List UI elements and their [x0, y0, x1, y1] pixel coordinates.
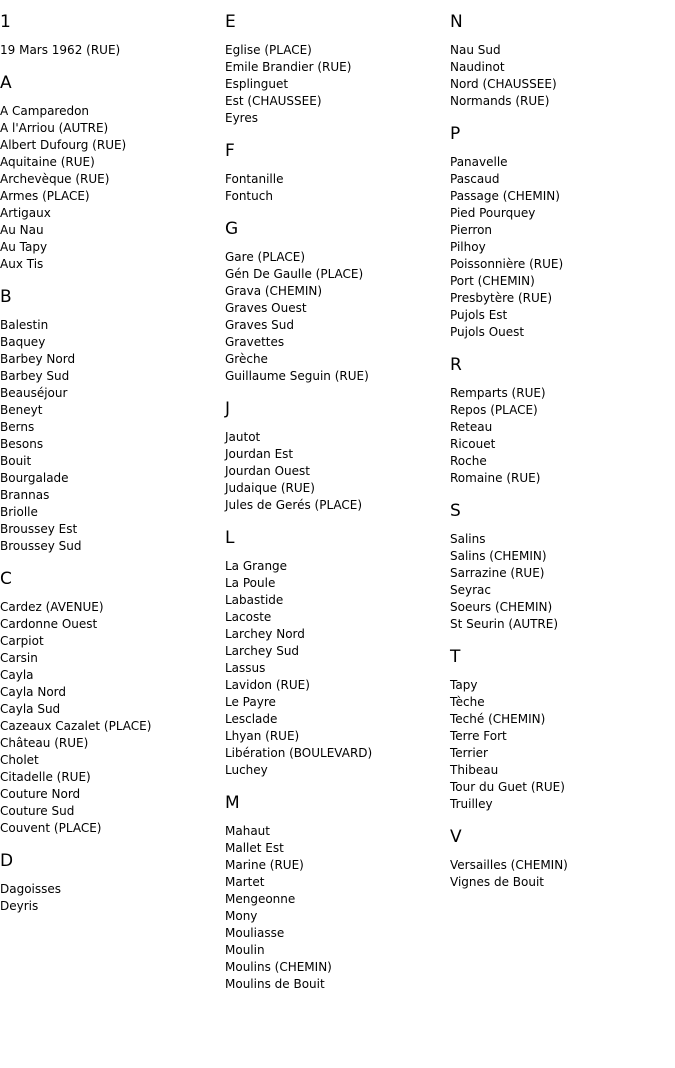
street-name: Ricouet — [450, 437, 496, 451]
street-list — [0, 42, 225, 59]
street-name: Barbey Sud — [0, 369, 70, 383]
street-name: Versailles (CHEMIN) — [450, 858, 568, 872]
street-name: Château (RUE) — [0, 736, 89, 750]
street-name: Couture Sud — [0, 804, 75, 818]
section-letter-heading: M — [225, 793, 240, 813]
street-name: Jourdan Ouest — [225, 464, 310, 478]
street-name: Judaique (RUE) — [225, 481, 315, 495]
letter-section — [0, 851, 225, 915]
street-name: Nord (CHAUSSEE) — [450, 77, 557, 91]
section-letter-heading: P — [450, 124, 461, 144]
street-name: Tapy — [450, 678, 478, 692]
street-name: Sarrazine (RUE) — [450, 566, 545, 580]
street-name: Beneyt — [0, 403, 43, 417]
street-name: Labastide — [225, 593, 284, 607]
street-name: Le Payre — [225, 695, 276, 709]
street-name: Fontanille — [225, 172, 284, 186]
letter-section — [450, 355, 675, 487]
street-name: Panavelle — [450, 155, 508, 169]
street-name: Moulins de Bouit — [225, 977, 325, 991]
street-name: Normands (RUE) — [450, 94, 550, 108]
street-name: Broussey Est — [0, 522, 78, 536]
street-name: Mouliasse — [225, 926, 285, 940]
street-name: Brannas — [0, 488, 50, 502]
section-letter-heading: J — [225, 399, 231, 419]
street-name: La Grange — [225, 559, 288, 573]
street-index-column — [225, 0, 450, 1007]
street-name: Pilhoy — [450, 240, 486, 254]
street-name: Beauséjour — [0, 386, 68, 400]
street-name: Pierron — [450, 223, 493, 237]
street-name: Moulin — [225, 943, 265, 957]
street-name: Lesclade — [225, 712, 278, 726]
letter-section — [450, 827, 675, 891]
street-name: Gravettes — [225, 335, 285, 349]
letter-section — [0, 73, 225, 273]
street-name: Besons — [0, 437, 44, 451]
section-letter-heading: N — [450, 12, 463, 32]
street-name: A l'Arriou (AUTRE) — [0, 121, 109, 135]
street-name: Repos (PLACE) — [450, 403, 538, 417]
street-name: Pied Pourquey — [450, 206, 536, 220]
letter-section — [0, 569, 225, 837]
street-name: Soeurs (CHEMIN) — [450, 600, 553, 614]
street-name: Eyres — [225, 111, 258, 125]
section-letter-heading: C — [0, 569, 12, 589]
street-name: Au Tapy — [0, 240, 48, 254]
street-name: Couvent (PLACE) — [0, 821, 102, 835]
street-name: Martet — [225, 875, 265, 889]
street-name: Grava (CHEMIN) — [225, 284, 323, 298]
street-name: Cayla Sud — [0, 702, 61, 716]
street-name: Baquey — [0, 335, 46, 349]
street-name: Libération (BOULEVARD) — [225, 746, 373, 760]
street-name: La Poule — [225, 576, 276, 590]
street-name: Pujols Est — [450, 308, 508, 322]
street-name: Pujols Ouest — [450, 325, 525, 339]
street-list — [225, 171, 450, 205]
street-name: Mengeonne — [225, 892, 296, 906]
street-name: Cholet — [0, 753, 39, 767]
section-letter-heading: D — [0, 851, 14, 871]
section-letter-heading: B — [0, 287, 12, 307]
section-letter-heading: R — [450, 355, 462, 375]
street-name: Lacoste — [225, 610, 272, 624]
street-list — [0, 599, 225, 837]
street-name: Broussey Sud — [0, 539, 82, 553]
street-list — [450, 857, 675, 891]
street-name: Aquitaine (RUE) — [0, 155, 95, 169]
street-name: Marine (RUE) — [225, 858, 304, 872]
street-name: Lhyan (RUE) — [225, 729, 300, 743]
street-list — [450, 42, 675, 110]
street-name: Deyris — [0, 899, 39, 913]
street-name: Passage (CHEMIN) — [450, 189, 560, 203]
section-letter-heading: E — [225, 12, 236, 32]
street-name: Cardonne Ouest — [0, 617, 98, 631]
street-name: Jourdan Est — [225, 447, 294, 461]
street-name: Truilley — [450, 797, 493, 811]
section-letter-heading: S — [450, 501, 461, 521]
street-name: Emile Brandier (RUE) — [225, 60, 352, 74]
street-name: A Camparedon — [0, 104, 90, 118]
street-name: Briolle — [0, 505, 38, 519]
street-name: St Seurin (AUTRE) — [450, 617, 559, 631]
street-name: Balestin — [0, 318, 49, 332]
street-name: Presbytère (RUE) — [450, 291, 553, 305]
section-letter-heading: V — [450, 827, 462, 847]
letter-section — [225, 528, 450, 779]
street-name: Guillaume Seguin (RUE) — [225, 369, 369, 383]
street-name: Mony — [225, 909, 258, 923]
street-name: Dagoisses — [0, 882, 62, 896]
street-name: Couture Nord — [0, 787, 81, 801]
street-name: Terrier — [450, 746, 488, 760]
street-list — [225, 42, 450, 127]
street-name: Gare (PLACE) — [225, 250, 306, 264]
street-name: Aux Tis — [0, 257, 44, 271]
street-name: Jules de Gerés (PLACE) — [225, 498, 363, 512]
street-name: Graves Sud — [225, 318, 294, 332]
street-list — [0, 103, 225, 273]
street-list — [450, 531, 675, 633]
street-name: Gén De Gaulle (PLACE) — [225, 267, 364, 281]
street-name: Tour du Guet (RUE) — [450, 780, 565, 794]
street-name: Salins (CHEMIN) — [450, 549, 547, 563]
letter-section — [450, 501, 675, 633]
street-name: Carpiot — [0, 634, 44, 648]
street-list — [225, 558, 450, 779]
letter-section — [225, 12, 450, 127]
street-name: Thibeau — [450, 763, 499, 777]
letter-section — [225, 141, 450, 205]
street-name: Mallet Est — [225, 841, 284, 855]
street-index-column — [0, 0, 225, 929]
street-name: Barbey Nord — [0, 352, 76, 366]
section-letter-heading: T — [450, 647, 461, 667]
street-name: Larchey Sud — [225, 644, 300, 658]
street-name: Esplinguet — [225, 77, 289, 91]
street-name: Cardez (AVENUE) — [0, 600, 104, 614]
street-name: Eglise (PLACE) — [225, 43, 312, 57]
street-name: Tèche — [450, 695, 485, 709]
letter-section — [0, 12, 225, 59]
street-list — [225, 823, 450, 993]
letter-section — [450, 124, 675, 341]
street-name: Teché (CHEMIN) — [450, 712, 546, 726]
street-name: Lavidon (RUE) — [225, 678, 310, 692]
street-name: Bouit — [0, 454, 32, 468]
street-name: Mahaut — [225, 824, 270, 838]
street-name: Remparts (RUE) — [450, 386, 546, 400]
street-name: Moulins (CHEMIN) — [225, 960, 332, 974]
street-name: Salins — [450, 532, 486, 546]
street-name: Grèche — [225, 352, 268, 366]
street-name: Citadelle (RUE) — [0, 770, 91, 784]
street-name: Jautot — [225, 430, 261, 444]
street-list — [225, 429, 450, 514]
street-name: Port (CHEMIN) — [450, 274, 535, 288]
letter-section — [225, 219, 450, 385]
section-letter-heading: 1 — [0, 12, 11, 32]
letter-section — [450, 647, 675, 813]
letter-section — [450, 12, 675, 110]
street-list — [0, 317, 225, 555]
street-name: Roche — [450, 454, 487, 468]
street-name: Bourgalade — [0, 471, 69, 485]
street-list — [0, 881, 225, 915]
street-name: Terre Fort — [450, 729, 507, 743]
letter-section — [225, 399, 450, 514]
street-name: Archevèque (RUE) — [0, 172, 110, 186]
section-letter-heading: A — [0, 73, 12, 93]
street-name: 19 Mars 1962 (RUE) — [0, 43, 121, 57]
street-name: Larchey Nord — [225, 627, 305, 641]
street-name: Fontuch — [225, 189, 273, 203]
street-name: Nau Sud — [450, 43, 501, 57]
letter-section — [0, 287, 225, 555]
street-name: Reteau — [450, 420, 493, 434]
street-name: Vignes de Bouit — [450, 875, 544, 889]
section-letter-heading: F — [225, 141, 235, 161]
street-name: Berns — [0, 420, 35, 434]
street-name: Pascaud — [450, 172, 500, 186]
street-name: Cayla Nord — [0, 685, 66, 699]
street-name: Armes (PLACE) — [0, 189, 90, 203]
street-name: Est (CHAUSSEE) — [225, 94, 322, 108]
street-list — [450, 677, 675, 813]
street-list — [225, 249, 450, 385]
street-name: Cayla — [0, 668, 34, 682]
street-list — [450, 154, 675, 341]
street-name: Graves Ouest — [225, 301, 307, 315]
street-name: Carsin — [0, 651, 38, 665]
street-name: Cazeaux Cazalet (PLACE) — [0, 719, 152, 733]
street-name: Artigaux — [0, 206, 51, 220]
street-index-column — [450, 0, 675, 905]
section-letter-heading: L — [225, 528, 235, 548]
street-name: Lassus — [225, 661, 266, 675]
street-name: Romaine (RUE) — [450, 471, 541, 485]
street-name: Albert Dufourg (RUE) — [0, 138, 127, 152]
street-name: Au Nau — [0, 223, 44, 237]
street-name: Poissonnière (RUE) — [450, 257, 564, 271]
street-list — [450, 385, 675, 487]
letter-section — [225, 793, 450, 993]
street-name: Naudinot — [450, 60, 505, 74]
street-name: Luchey — [225, 763, 268, 777]
section-letter-heading: G — [225, 219, 239, 239]
street-name: Seyrac — [450, 583, 491, 597]
